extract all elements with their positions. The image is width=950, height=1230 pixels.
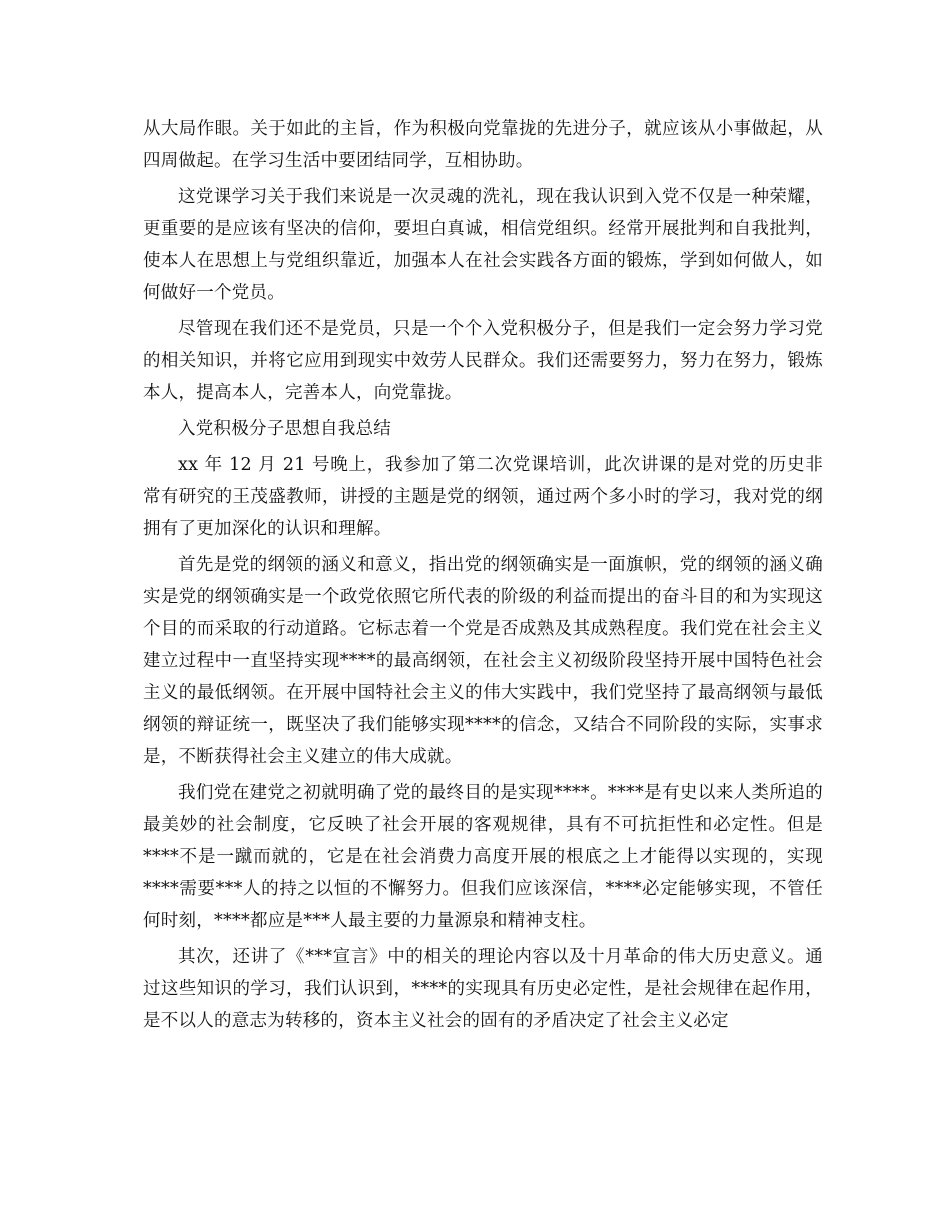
paragraph-2: 这党课学习关于我们来说是一次灵魂的洗礼，现在我认识到入党不仅是一种荣耀，更重要的是应该有坚决的信仰，要坦白真诚，相信党组织。经常开展批判和自我批判，使本人在思想上与党组织靠近，加强本人在社会实践各方面的锻炼，学到如何做人，如何做好一个党员。 — [143, 187, 823, 303]
document-body — [143, 113, 823, 1041]
paragraph-4: xx 年 12 月 21 号晚上，我参加了第二次党课培训，此次讲课的是对党的历史非常有研究的王茂盛教师，讲授的主题是党的纲领，通过两个多小时的学习，我对党的纲拥有了更加深化的认识和理解。 — [143, 455, 823, 539]
paragraph-7: 其次，还讲了《***宣言》中的相关的理论内容以及十月革命的伟大历史意义。通过这些知识的学习，我们认识到，****的实现具有历史必定性，是社会规律在起作用，是不以人的意志为转移的，资本主义社会的固有的矛盾决定了社会主义必定 — [143, 947, 823, 1031]
section-heading: 入党积极分子思想自我总结 — [178, 419, 391, 439]
paragraph-3: 尽管现在我们还不是党员，只是一个个入党积极分子，但是我们一定会努力学习党的相关知识，并将它应用到现实中效劳人民群众。我们还需要努力，努力在努力，锻炼本人，提高本人，完善本人，向党靠拢。 — [143, 319, 823, 403]
paragraph-5: 首先是党的纲领的涵义和意义，指出党的纲领确实是一面旗帜，党的纲领的涵义确实是党的纲领确实是一个政党依照它所代表的阶级的利益而提出的奋斗目的和为实现这个目的而采取的行动道路。它标志着一个党是否成熟及其成熟程度。我们党在社会主义建立过程中一直坚持实现****的最高纲领，在社会主义初级阶段坚持开展中国特色社会主义的最低纲领。在开展中国特社会主义的伟大实践中，我们党坚持了最高纲领与最低纲领的辩证统一，既坚决了我们能够实现****的信念，又结合不同阶段的实际，实事求是，不断获得社会主义建立的伟大成就。 — [143, 555, 823, 767]
paragraph-6: 我们党在建党之初就明确了党的最终目的是实现****。****是有史以来人类所追的最美妙的社会制度，它反映了社会开展的客观规律，具有不可抗拒性和必定性。但是****不是一蹴而就的，它是在社会消费力高度开展的根底之上才能得以实现的，实现****需要***人的持之以恒的不懈努力。但我们应该深信，****必定能够实现，不管任何时刻，****都应是***人最主要的力量源泉和精神支柱。 — [143, 783, 823, 931]
paragraph-1: 从大局作眼。关于如此的主旨，作为积极向党靠拢的先进分子，就应该从小事做起，从四周做起。在学习生活中要团结同学，互相协助。 — [143, 119, 823, 171]
